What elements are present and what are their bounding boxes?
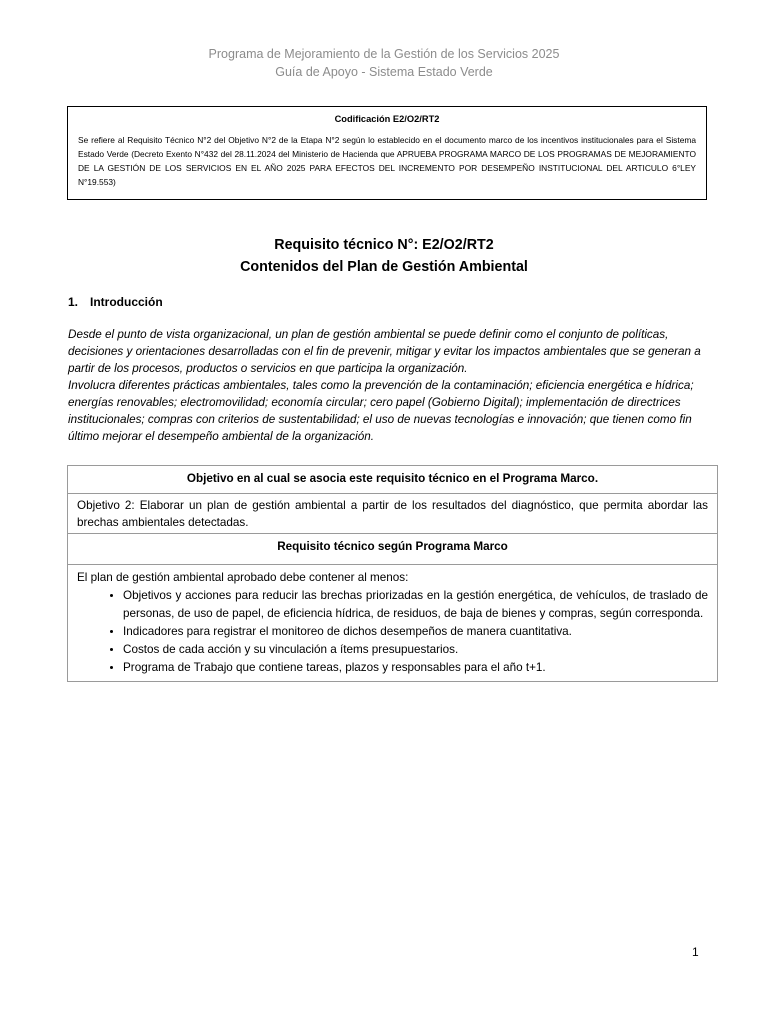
requirement-header-cell: Requisito técnico según Programa Marco	[68, 534, 718, 565]
objective-cell: Objetivo 2: Elaborar un plan de gestión ambiental a partir de los resultados del diagnóstico, que permita abordar las brechas ambientales detectadas.	[68, 494, 718, 534]
list-item: • Programa de Trabajo que contiene tareas, plazos y responsables para el año t+1.	[123, 659, 708, 677]
section-number: 1.	[68, 295, 79, 309]
section-heading	[68, 295, 163, 310]
coding-title: Codificación E2/O2/RT2	[334, 114, 440, 124]
header-program-title: Programa de Mejoramiento de la Gestión de los Servicios 2025	[208, 47, 560, 61]
list-item: • Costos de cada acción y su vinculación a ítems presupuestarios.	[123, 641, 708, 659]
introduction-text	[68, 326, 702, 445]
objective-header-cell	[68, 466, 718, 494]
requirement-table	[67, 465, 718, 682]
page-header	[0, 45, 768, 81]
header-guide-title: Guía de Apoyo - Sistema Estado Verde	[275, 65, 493, 79]
section-label: Introducción	[90, 295, 163, 309]
coding-box	[67, 106, 707, 200]
list-item: • Objetivos y acciones para reducir las brechas priorizadas en la gestión energética, de vehículos, de traslado de personas, de uso de papel, de eficiencia hídrica, de residuos, de baja de bienes y compras, según corresponda.	[123, 587, 708, 623]
page-number: 1	[692, 945, 699, 959]
intro-paragraph: Desde el punto de vista organizacional, un plan de gestión ambiental se puede definir como el conjunto de políticas, decisiones y orientaciones desarrolladas con el fin de prevenir, mitigar y evitar los impactos ambientales que se generan a partir de los procesos, productos o servicios en que participa la organización.	[68, 328, 701, 375]
coding-description: Se refiere al Requisito Técnico N°2 del Objetivo N°2 de la Etapa N°2 según lo establecido en el documento marco de los incentivos institucionales para el Sistema Estado Verde (Decreto Exento N°432 del 28.11.2024 del Ministerio de Hacienda que APRUEBA PROGRAMA MARCO DE LOS PROGRAMAS DE MEJORAMIENTO DE LA GESTIÓN DE LOS SERVICIOS EN EL AÑO 2025 PARA EFECTOS DEL INCREMENTO POR DESEMPEÑO INSTITUCIONAL DEL ARTICULO 6°LEY N°19.553)	[78, 135, 696, 187]
objective-header-text: Objetivo en al cual se asocia este requisito técnico en el Programa Marco.	[186, 472, 599, 485]
intro-paragraph: Involucra diferentes prácticas ambientales, tales como la prevención de la contaminación; eficiencia energética e hídrica; energías renovables; electromovilidad; economía circular; cero papel (Gobierno Digital); implementación de directrices institucionales; compras con criterios de sustentabilidad; el uso de nuevas tecnologías e innovación; que tienen como fin último mejorar el desempeño ambiental de la organización.	[68, 379, 694, 443]
document-title	[0, 234, 768, 278]
requirement-subtitle: Contenidos del Plan de Gestión Ambiental	[240, 259, 528, 275]
requirement-list-cell	[68, 565, 718, 682]
requirement-list-intro: El plan de gestión ambiental aprobado debe contener al menos:	[77, 571, 409, 584]
requirement-title: Requisito técnico N°: E2/O2/RT2	[274, 237, 494, 253]
list-item: • Indicadores para registrar el monitoreo de dichos desempeños de manera cuantitativa.	[123, 623, 708, 641]
requirement-list	[77, 587, 708, 677]
